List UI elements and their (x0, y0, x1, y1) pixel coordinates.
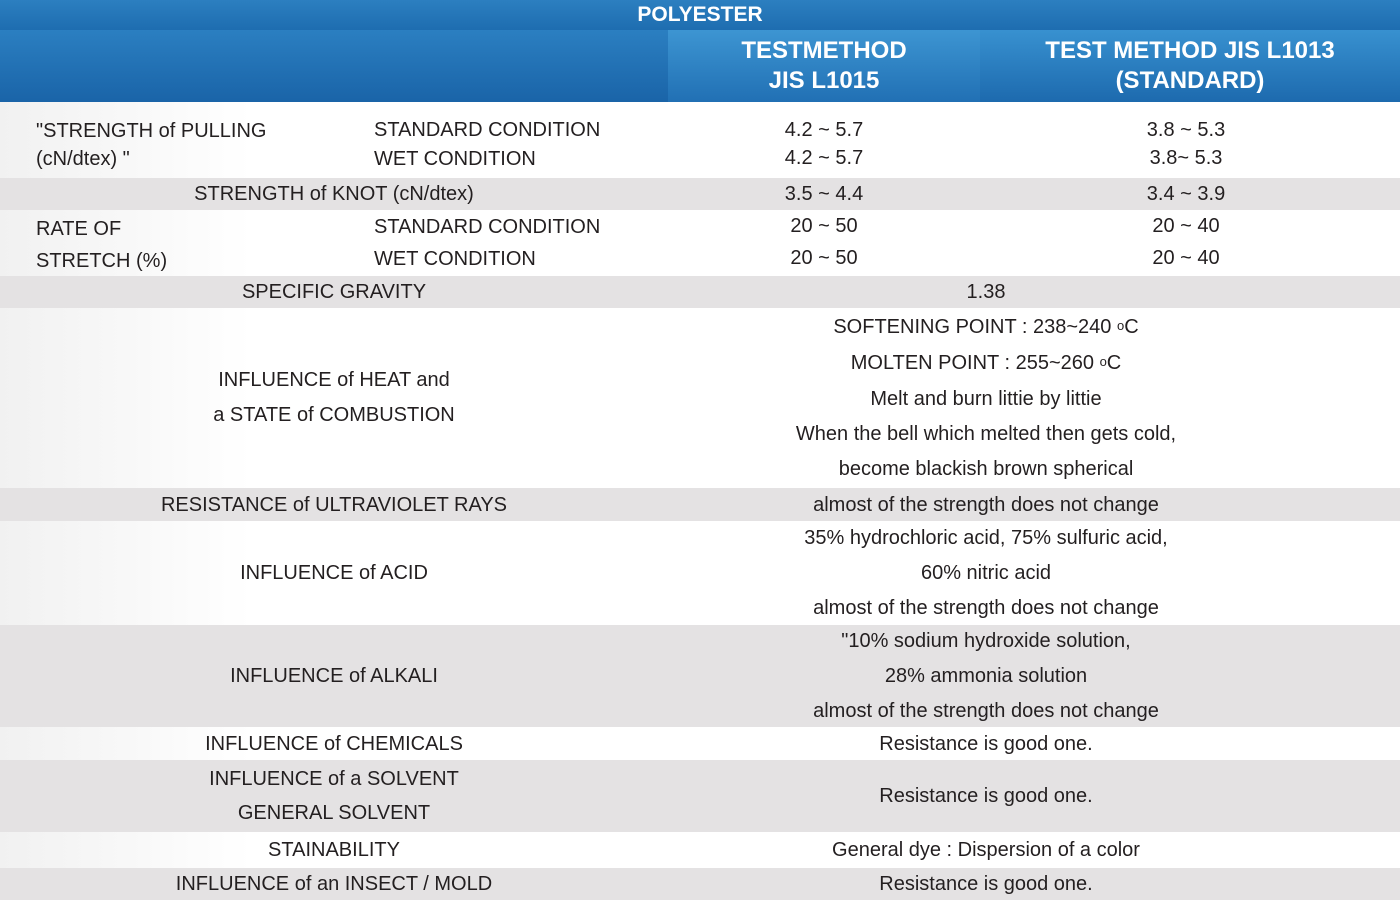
strength-pulling-l1015-standard: 4.2 ~ 5.7 (784, 119, 864, 141)
degree-symbol: o (1099, 353, 1107, 369)
heat-label (0, 308, 668, 488)
uv-label: RESISTANCE of ULTRAVIOLET RAYS (160, 493, 507, 516)
insect-value: Resistance is good one. (879, 873, 1093, 895)
rate-stretch-label-line1: RATE OF (36, 218, 122, 240)
acid-line2: 60% nitric acid (920, 561, 1052, 584)
chemicals-label: INFLUENCE of CHEMICALS (205, 732, 463, 755)
heat-line5: become blackish brown spherical (838, 457, 1134, 480)
heat-line3: Melt and burn littie by littie (870, 387, 1102, 410)
header-l1013-line2: (STANDARD) (1115, 67, 1265, 94)
header-l1013 (980, 30, 1400, 102)
insect-label: INFLUENCE of an INSECT / MOLD (175, 873, 493, 895)
strength-knot-l1013: 3.4 ~ 3.9 (1146, 183, 1226, 205)
acid-line1: 35% hydrochloric acid, 75% sulfuric acid, (804, 526, 1168, 549)
rate-stretch-l1013-standard: 20 ~ 40 (1152, 215, 1220, 237)
rate-stretch-cond-standard: STANDARD CONDITION (374, 216, 601, 238)
rate-stretch-label-line2: STRETCH (%) (36, 250, 168, 272)
acid-label: INFLUENCE of ACID (240, 562, 428, 584)
heat-molten-unit: C (1106, 351, 1122, 374)
alkali-label: INFLUENCE of ALKALI (230, 665, 438, 687)
heat-label-line1: INFLUENCE of HEAT and (218, 369, 450, 391)
heat-label-line2: a STATE of COMBUSTION (213, 404, 455, 426)
rate-stretch-l1013-wet: 20 ~ 40 (1152, 247, 1220, 269)
stainability-value: General dye : Dispersion of a color (832, 839, 1140, 861)
heat-molten-point (851, 346, 1122, 382)
header-l1015-line1: TESTMETHOD (741, 37, 907, 64)
degree-symbol: o (1116, 317, 1125, 333)
alkali-line3: almost of the strength does not change (813, 699, 1159, 722)
uv-value: almost of the strength does not change (813, 493, 1159, 516)
header-l1015 (668, 30, 980, 102)
rate-stretch-l1015-wet: 20 ~ 50 (790, 247, 858, 269)
rate-stretch-l1015-standard: 20 ~ 50 (790, 215, 858, 237)
heat-value (668, 308, 1304, 488)
table-title-bar (0, 0, 1400, 30)
strength-pulling-label (36, 117, 366, 173)
strength-pulling-l1013-wet: 3.8~ 5.3 (1149, 147, 1223, 169)
solvent-label-line1: INFLUENCE of a SOLVENT (209, 768, 459, 790)
strength-knot-l1015: 3.5 ~ 4.4 (784, 183, 864, 205)
specific-gravity-value: 1.38 (966, 281, 1006, 303)
strength-pulling-cond-wet: WET CONDITION (374, 148, 536, 170)
acid-value (668, 521, 1304, 625)
header-l1013-line1: TEST METHOD JIS L1013 (1045, 37, 1335, 64)
heat-molten-text: MOLTEN POINT : 255~260 (850, 351, 1100, 374)
rate-stretch-cond-wet: WET CONDITION (374, 248, 536, 270)
strength-pulling-l1015-wet: 4.2 ~ 5.7 (784, 147, 864, 169)
alkali-line1: "10% sodium hydroxide solution, (841, 629, 1131, 652)
specific-gravity-label: SPECIFIC GRAVITY (241, 281, 427, 303)
strength-knot-label: STRENGTH of KNOT (cN/dtex) (194, 183, 474, 205)
strength-pulling-label-line2: (cN/dtex) " (36, 148, 130, 170)
solvent-value: Resistance is good one. (879, 785, 1093, 807)
strength-pulling-label-line1: "STRENGTH of PULLING (36, 120, 267, 142)
stainability-label: STAINABILITY (268, 839, 400, 861)
strength-pulling-l1013-standard: 3.8 ~ 5.3 (1146, 119, 1226, 141)
acid-line3: almost of the strength does not change (813, 596, 1159, 619)
heat-line4: When the bell which melted then gets cold, (795, 422, 1177, 445)
heat-softening-text: SOFTENING POINT : 238~240 (833, 315, 1117, 338)
solvent-label-line2: GENERAL SOLVENT (237, 802, 431, 824)
alkali-value (668, 625, 1304, 727)
header-l1015-line2: JIS L1015 (768, 67, 880, 94)
heat-softening-point (833, 310, 1138, 346)
chemicals-value: Resistance is good one. (879, 732, 1093, 755)
strength-pulling-cond-standard: STANDARD CONDITION (374, 119, 601, 141)
alkali-line2: 28% ammonia solution (884, 664, 1088, 687)
table-title: POLYESTER (637, 3, 763, 26)
solvent-label (0, 760, 668, 832)
heat-softening-unit: C (1124, 315, 1139, 338)
